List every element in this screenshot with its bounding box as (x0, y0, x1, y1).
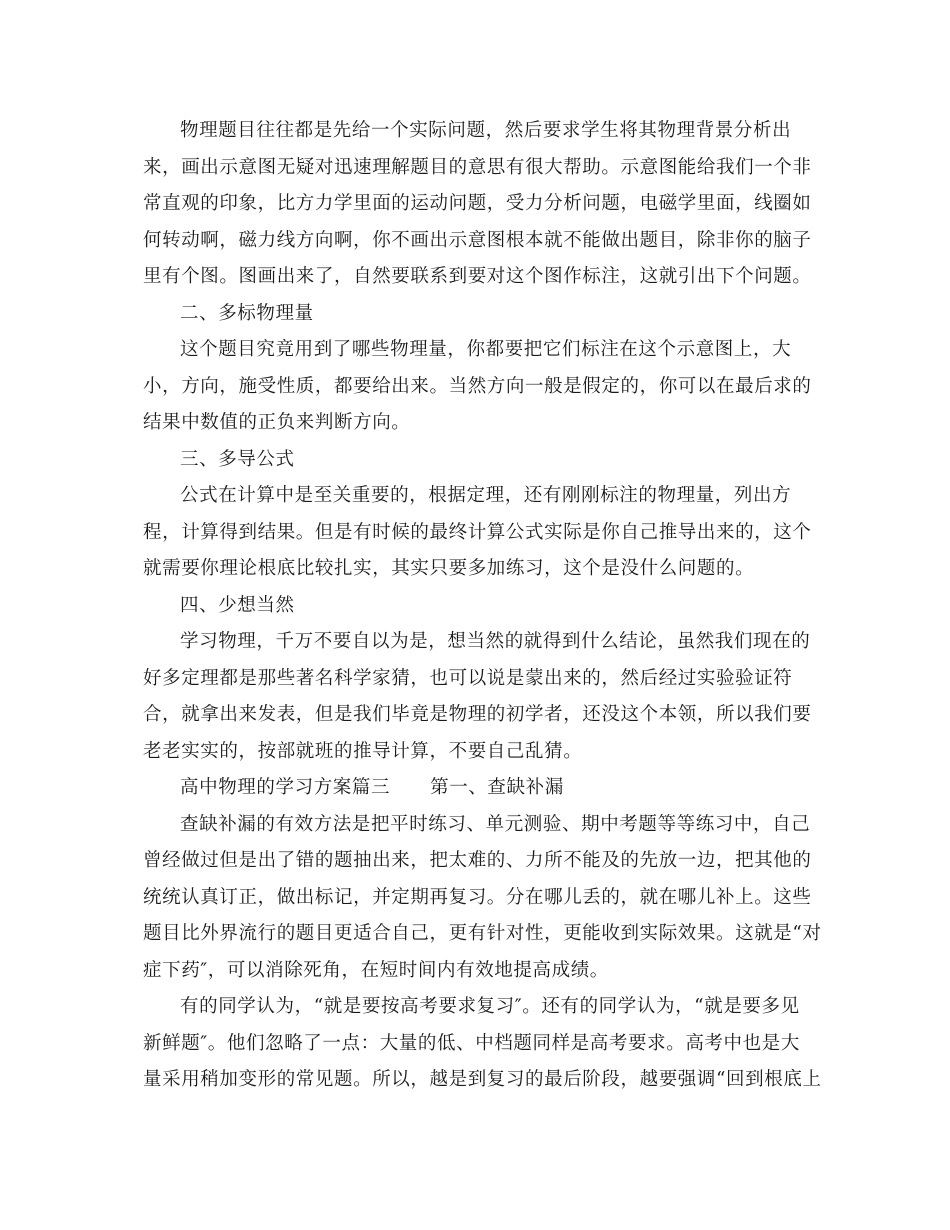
section-heading: 二、多标物理量 (180, 302, 314, 324)
heading-3 (143, 442, 803, 479)
text-line: 结果中数值的正负来判断方向。 (143, 412, 411, 433)
text-line: 好多定理都是那些著名科学家猜，也可以说是蒙出来的，然后经过实验验证符 (143, 667, 793, 689)
text-line: 来，画出示意图无疑对迅速理解题目的意思有很大帮助。示意图能给我们一个非 (143, 156, 812, 178)
text-line: 题目比外界流行的题目更适合自己，更有针对性，更能收到实际效果。这就是“对 (143, 923, 822, 944)
text-line: 新鲜题″。他们忽略了一点：大量的低、中档题同样是高考要求。高考中也是大 (143, 1032, 800, 1054)
text-line: 症下药″，可以消除死角，在短时间内有效地提高成绩。 (143, 959, 609, 981)
text-line: 小，方向，施受性质，都要给出来。当然方向一般是假定的，你可以在最后求的 (143, 375, 812, 397)
section-title-row (143, 770, 803, 807)
text-line: 老老实实的，按部就班的推导计算，不要自己乱猜。 (143, 740, 583, 762)
document-body (143, 113, 822, 1099)
text-line: 就需要你理论根底比较扎实，其实只要多加练习，这个是没什么问题的。 (143, 558, 755, 579)
heading-2 (143, 296, 803, 333)
section-heading: 三、多导公式 (180, 448, 295, 470)
paragraph-4 (143, 624, 812, 770)
paragraph-3 (143, 478, 812, 588)
text-line: 量采用稍加变形的常见题。所以，越是到复习的最后阶段，越要强调“回到根底上 (143, 1069, 822, 1090)
text-line: 程，计算得到结果。但是有时候的最终计算公式实际是你自己推导出来的，这个 (143, 521, 812, 543)
text-line: 有的同学认为，“就是要按高考要求复习″。还有的同学认为，“就是要多见 (180, 996, 800, 1017)
text-line: 里有个图。图画出来了，自然要联系到要对这个图作标注，这就引出下个问题。 (143, 266, 812, 287)
section-title: 高中物理的学习方案篇三 (180, 777, 391, 798)
text-line: 这个题目究竟用到了哪些物理量，你都要把它们标注在这个示意图上，大 (180, 339, 792, 360)
paragraph-5 (143, 807, 822, 990)
paragraph-6 (143, 989, 822, 1099)
text-line: 曾经做过但是出了错的题抽出来，把太难的、力所不能及的先放一边，把其他的 (143, 850, 812, 871)
section-heading: 四、少想当然 (180, 594, 295, 616)
paragraph-2 (143, 332, 812, 442)
text-line: 合，就拿出来发表，但是我们毕竟是物理的初学者，还没这个本领，所以我们要 (143, 704, 812, 725)
paragraph-1 (143, 113, 812, 296)
text-line: 公式在计算中是至关重要的，根据定理，还有刚刚标注的物理量，列出方 (180, 485, 792, 506)
text-line: 物理题目往往都是先给一个实际问题，然后要求学生将其物理背景分析出 (180, 120, 792, 141)
section-subtitle: 第一、查缺补漏 (430, 777, 564, 798)
heading-4 (143, 588, 803, 625)
text-line: 学习物理，千万不要自以为是，想当然的就得到什么结论，虽然我们现在的 (180, 631, 811, 652)
text-line: 常直观的印象，比方力学里面的运动问题，受力分析问题，电磁学里面，线圈如 (143, 193, 812, 214)
section-title-line (143, 770, 803, 807)
text-line: 查缺补漏的有效方法是把平时练习、单元测验、期中考题等等练习中，自己 (180, 813, 811, 835)
text-line: 何转动啊，磁力线方向啊，你不画出示意图根本就不能做出题目，除非你的脑子 (143, 229, 812, 251)
text-line: 统统认真订正，做出标记，并定期再复习。分在哪儿丢的，就在哪儿补上。这些 (143, 886, 812, 908)
